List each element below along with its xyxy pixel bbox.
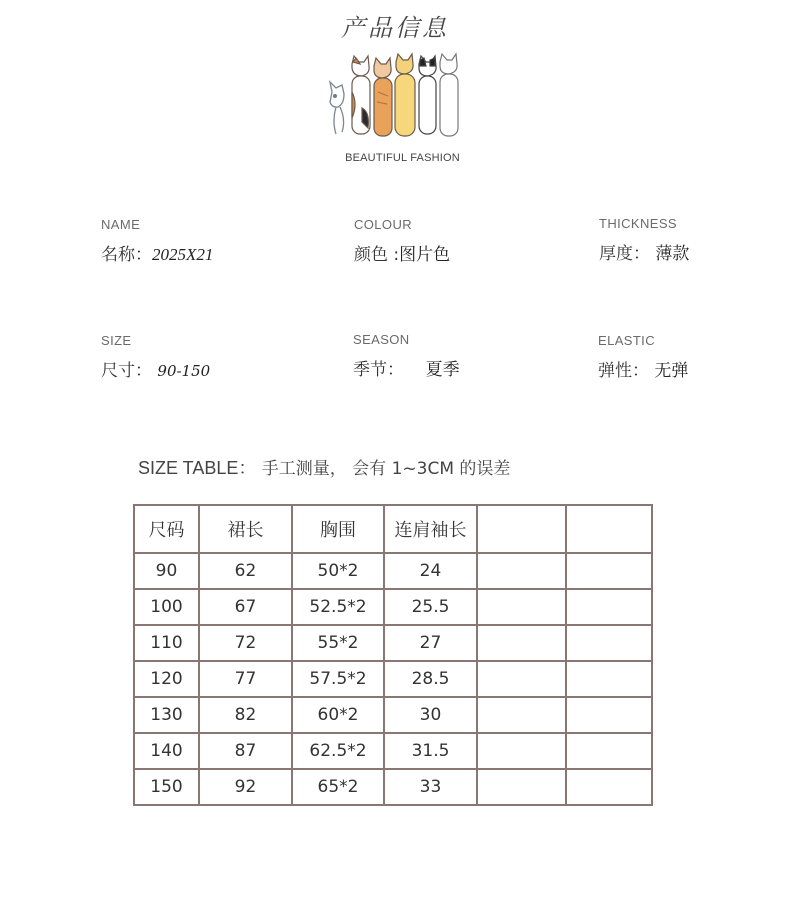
attr-thickness — [599, 216, 689, 264]
table-cell: 57.5*2 — [292, 661, 384, 697]
table-cell — [477, 697, 566, 733]
table-cell — [566, 589, 652, 625]
table-cell: 72 — [199, 625, 292, 661]
table-cell — [566, 697, 652, 733]
table-cell — [566, 769, 652, 805]
table-cell — [566, 661, 652, 697]
size-table-note-cn: 手工测量， 会有 1~3CM 的误差 — [261, 459, 511, 479]
attr-season — [353, 332, 460, 380]
table-cell: 55*2 — [292, 625, 384, 661]
table-cell: 24 — [384, 553, 477, 589]
attr-size — [101, 333, 210, 381]
table-row — [134, 733, 652, 769]
page-title: 产品信息 — [341, 14, 449, 42]
attr-name-value: 2025X21 — [152, 245, 214, 264]
table-cell — [566, 625, 652, 661]
attr-size-label: 尺寸： — [101, 361, 152, 381]
table-cell: 110 — [134, 625, 199, 661]
table-row — [134, 589, 652, 625]
attr-size-value: 90-150 — [157, 362, 211, 380]
table-cell: 87 — [199, 733, 292, 769]
attr-name — [101, 217, 213, 265]
attr-colour — [354, 217, 450, 265]
table-cell: 62 — [199, 553, 292, 589]
table-row — [134, 553, 652, 589]
table-cell: 90 — [134, 553, 199, 589]
table-row — [134, 769, 652, 805]
attr-season-value: 夏季 — [425, 360, 460, 380]
attr-elastic-label: 弹性： — [598, 361, 649, 381]
header-cell — [566, 505, 652, 553]
table-cell — [566, 553, 652, 589]
size-table-note — [138, 454, 510, 480]
table-cell — [477, 661, 566, 697]
table-cell: 130 — [134, 697, 199, 733]
white-cat-icon — [440, 54, 458, 136]
table-cell: 60*2 — [292, 697, 384, 733]
table-cell — [477, 733, 566, 769]
table-cell: 77 — [199, 661, 292, 697]
table-cell: 31.5 — [384, 733, 477, 769]
table-cell — [477, 589, 566, 625]
attr-colour-label: 颜色 : — [354, 245, 400, 265]
table-cell: 150 — [134, 769, 199, 805]
header-cell — [477, 505, 566, 553]
table-cell — [477, 553, 566, 589]
table-cell: 100 — [134, 589, 199, 625]
table-cell — [566, 733, 652, 769]
attr-colour-value: 图片色 — [399, 245, 451, 265]
attr-name-en: NAME — [101, 217, 141, 232]
attr-thickness-value: 薄款 — [655, 244, 690, 264]
tuxedo-cat-icon — [419, 56, 436, 134]
table-cell: 140 — [134, 733, 199, 769]
grey-cat-icon — [330, 82, 344, 134]
cats-logo — [322, 52, 467, 152]
table-cell: 33 — [384, 769, 477, 805]
size-table — [133, 504, 653, 806]
table-cell: 62.5*2 — [292, 733, 384, 769]
size-table-header — [134, 505, 652, 553]
calico-cat-icon — [352, 56, 370, 134]
table-cell: 25.5 — [384, 589, 477, 625]
attr-size-en: SIZE — [101, 333, 132, 348]
table-row — [134, 697, 652, 733]
size-table-note-en: SIZE TABLE： — [138, 458, 257, 478]
table-cell: 27 — [384, 625, 477, 661]
table-cell: 82 — [199, 697, 292, 733]
attr-colour-en: COLOUR — [354, 217, 413, 232]
table-cell — [477, 769, 566, 805]
table-cell — [477, 625, 566, 661]
brand-name: BEAUTIFUL FASHION — [345, 152, 460, 164]
attr-elastic-value: 无弹 — [654, 361, 689, 381]
attr-season-en: SEASON — [353, 332, 410, 347]
yellow-cat-icon — [395, 54, 415, 136]
orange-cat-icon — [374, 58, 392, 136]
table-cell: 67 — [199, 589, 292, 625]
header-cell: 裙长 — [199, 505, 292, 553]
table-row — [134, 625, 652, 661]
attr-thickness-en: THICKNESS — [599, 216, 678, 231]
attr-elastic-en: ELASTIC — [598, 333, 655, 348]
attr-thickness-label: 厚度： — [599, 244, 650, 264]
attr-elastic — [598, 333, 688, 381]
table-cell: 65*2 — [292, 769, 384, 805]
table-cell: 92 — [199, 769, 292, 805]
header-cell: 尺码 — [134, 505, 199, 553]
attr-name-label: 名称： — [101, 245, 152, 265]
table-cell: 120 — [134, 661, 199, 697]
header-cell: 连肩袖长 — [384, 505, 477, 553]
attr-season-label: 季节： — [353, 360, 404, 380]
table-cell: 30 — [384, 697, 477, 733]
header-cell: 胸围 — [292, 505, 384, 553]
table-row — [134, 661, 652, 697]
table-cell: 52.5*2 — [292, 589, 384, 625]
table-cell: 50*2 — [292, 553, 384, 589]
table-cell: 28.5 — [384, 661, 477, 697]
